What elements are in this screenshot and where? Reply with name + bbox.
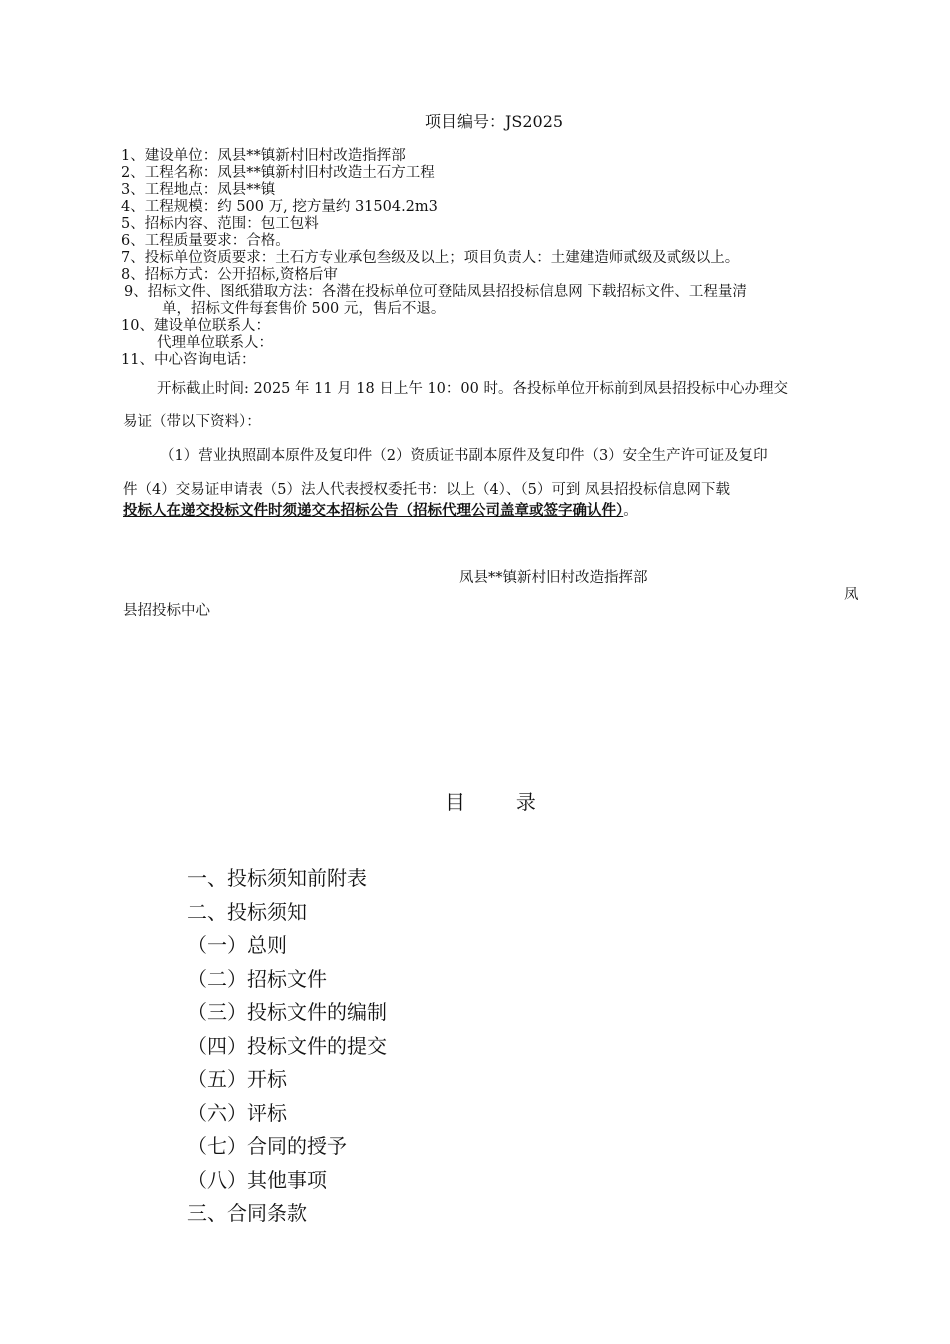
list-item: 2、工程名称：凤县**镇新村旧村改造土石方工程 <box>121 165 435 181</box>
toc-item: （一）总则 <box>187 933 287 957</box>
toc-item: （六）评标 <box>187 1101 287 1125</box>
notice-line <box>123 499 638 520</box>
list-item: 11、中心咨询电话： <box>121 352 256 368</box>
toc-item: 三、合同条款 <box>187 1201 307 1225</box>
list-item: 4、工程规模：约 500 万, 挖方量约 31504.2m3 <box>121 199 438 215</box>
toc-item: （四）投标文件的提交 <box>187 1034 387 1058</box>
list-item: 10、建设单位联系人： <box>121 318 270 334</box>
signature-center-start: 凤 <box>844 587 859 603</box>
toc-item: （五）开标 <box>187 1067 287 1091</box>
list-item: 单，招标文件每套售价 500 元，售后不退。 <box>162 301 446 317</box>
signature-issuer: 凤县**镇新村旧村改造指挥部 <box>459 570 648 586</box>
list-item: 5、招标内容、范围：包工包料 <box>121 216 319 232</box>
list-item: 7、投标单位资质要求：土石方专业承包叁级及以上；项目负责人：土建建造师贰级及贰级以上。 <box>121 250 740 266</box>
toc-item: （七）合同的授予 <box>187 1134 347 1158</box>
project-number: 项目编号：JS2025 <box>425 112 564 131</box>
list-item: 8、招标方式：公开招标,资格后审 <box>121 267 338 283</box>
list-item: 3、工程地点：凤县**镇 <box>121 182 276 198</box>
toc-item: 一、投标须知前附表 <box>187 866 367 890</box>
toc-item: 二、投标须知 <box>187 900 307 924</box>
paragraph-line: （1）营业执照副本原件及复印件（2）资质证书副本原件及复印件（3）安全生产许可证及复印 <box>160 448 768 464</box>
notice-period: 。 <box>623 503 638 519</box>
list-item: 代理单位联系人： <box>157 335 273 351</box>
notice-bold-text: 投标人在递交投标文件时须递交本招标公告（招标代理公司盖章或签字确认件） <box>123 502 624 519</box>
list-item: 9、招标文件、图纸猎取方法：各潜在投标单位可登陆凤县招投标信息网 下载招标文件、工程量清 <box>124 284 747 300</box>
toc-title: 目 录 <box>445 790 536 814</box>
paragraph-line: 开标截止时间: 2025 年 11 月 18 日上午 10：00 时。各投标单位开标前到凤县招投标中心办理交 <box>157 381 788 397</box>
paragraph-line: 件（4）交易证申请表（5）法人代表授权委托书：以上（4）、（5）可到 凤县招投标信息网下载 <box>123 482 731 498</box>
list-item: 6、工程质量要求：合格。 <box>121 233 290 249</box>
toc-item: （三）投标文件的编制 <box>187 1000 387 1024</box>
toc-item: （八）其他事项 <box>187 1168 327 1192</box>
signature-center-end: 县招投标中心 <box>123 603 210 619</box>
list-item: 1、建设单位：凤县**镇新村旧村改造指挥部 <box>121 148 406 164</box>
toc-item: （二）招标文件 <box>187 967 327 991</box>
paragraph-line: 易证（带以下资料）： <box>123 414 261 430</box>
